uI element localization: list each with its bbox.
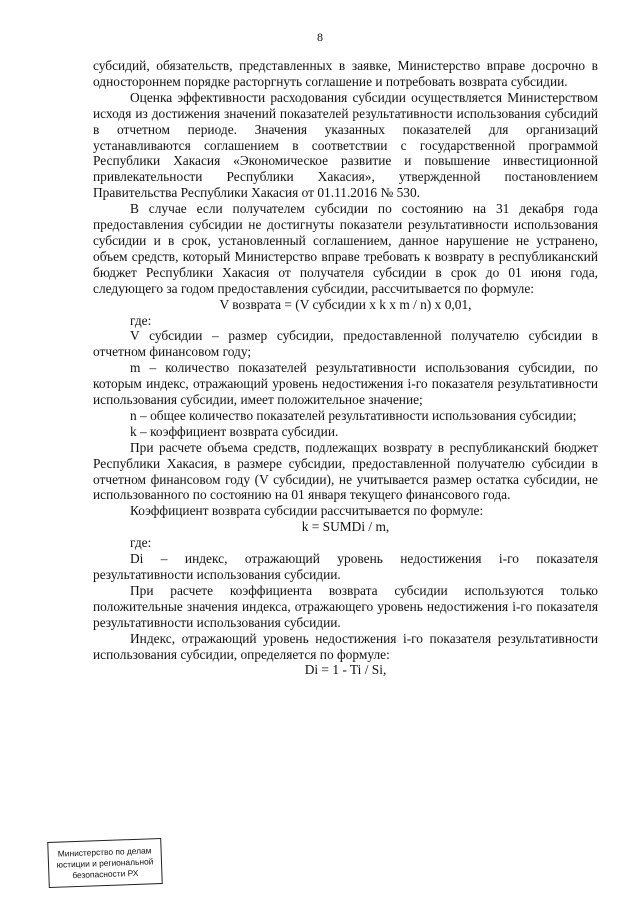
definition-m: m – количество показателей результативности использования субсидии, по которым индекс, отражающий уровень недостижения i-го показателя результативности использования субсидии, имеет положительное значение; bbox=[93, 360, 598, 408]
paragraph-efficiency-assessment: Оценка эффективности расходования субсидии осуществляется Министерством исходя из достижения значений показателей результативности использования субсидий в отчетном периоде. Значения указанных показателей для организаций устанавливаются соглашением в соответствии с государственной программой Республики Хакасия «Экономическое развитие и повышение инвестиционной привлекательности Республики Хакасия», утвержденной постановлением Правительства Республики Хакасия от 01.11.2016 № 530. bbox=[93, 89, 598, 201]
formula-return-volume: V возврата = (V субсидии x k x m / n) x 0,01, bbox=[219, 296, 472, 312]
document-body bbox=[93, 58, 598, 678]
definition-di: Di – индекс, отражающий уровень недостижения i-го показателя результативности использования субсидии. bbox=[93, 551, 598, 582]
where-label: где: bbox=[130, 312, 152, 328]
stamp-line: юстиции и региональной bbox=[56, 855, 154, 870]
paragraph-index-intro: Индекс, отражающий уровень недостижения i-го показателя результативности использования субсидии, определяется по формуле: bbox=[93, 630, 598, 662]
paragraph-coefficient-intro: Коэффициент возврата субсидии рассчитывается по формуле: bbox=[130, 503, 484, 519]
stamp-line: Министерство по делам bbox=[57, 844, 152, 859]
formula-coefficient: k = SUMDi / m, bbox=[301, 519, 390, 535]
paragraph-return-conditions: В случае если получателем субсидии по состоянию на 31 декабря года предоставления субсидии не достигнуты показатели результативности использования субсидии и в срок, установленный соглашением, данное нарушение не устранено, объем средств, который Министерство вправе требовать к возврату в республиканский бюджет Республики Хакасия от получателя субсидии в срок до 01 июня года, следующего за годом предоставления субсидии, рассчитывается по формуле: bbox=[93, 201, 598, 296]
paragraph-continuation: субсидий, обязательств, представленных в заявке, Министерство вправе досрочно в одностороннем порядке расторгнуть соглашение и потребовать возврата субсидии. bbox=[93, 58, 598, 89]
definition-k: k – коэффициент возврата субсидии. bbox=[130, 423, 339, 439]
ministry-stamp bbox=[47, 838, 163, 888]
definition-n: n – общее количество показателей результативности использования субсидии; bbox=[130, 407, 577, 423]
paragraph-positive-values: При расчете коэффициента возврата субсидии используются только положительные значения индекса, отражающего уровень недостижения i-го показателя результативности использования субсидии. bbox=[93, 582, 598, 630]
stamp-line: безопасности РХ bbox=[72, 867, 139, 880]
page-number: 8 bbox=[317, 30, 323, 44]
paragraph-calculation-note: При расчете объема средств, подлежащих возврату в республиканский бюджет Республики Хакасия, в размере субсидии, предоставленной получателю субсидии в отчетном финансовом году (V субсидии), не учитывается размер остатка субсидии, не использованного по состоянию на 01 января текущего финансового года. bbox=[93, 439, 598, 503]
where-label: где: bbox=[130, 535, 152, 551]
definition-v-subsidy: V субсидии – размер субсидии, предоставленной получателю субсидии в отчетном финансовом году; bbox=[93, 328, 598, 360]
formula-index: Di = 1 - Ti / Si, bbox=[304, 662, 387, 678]
